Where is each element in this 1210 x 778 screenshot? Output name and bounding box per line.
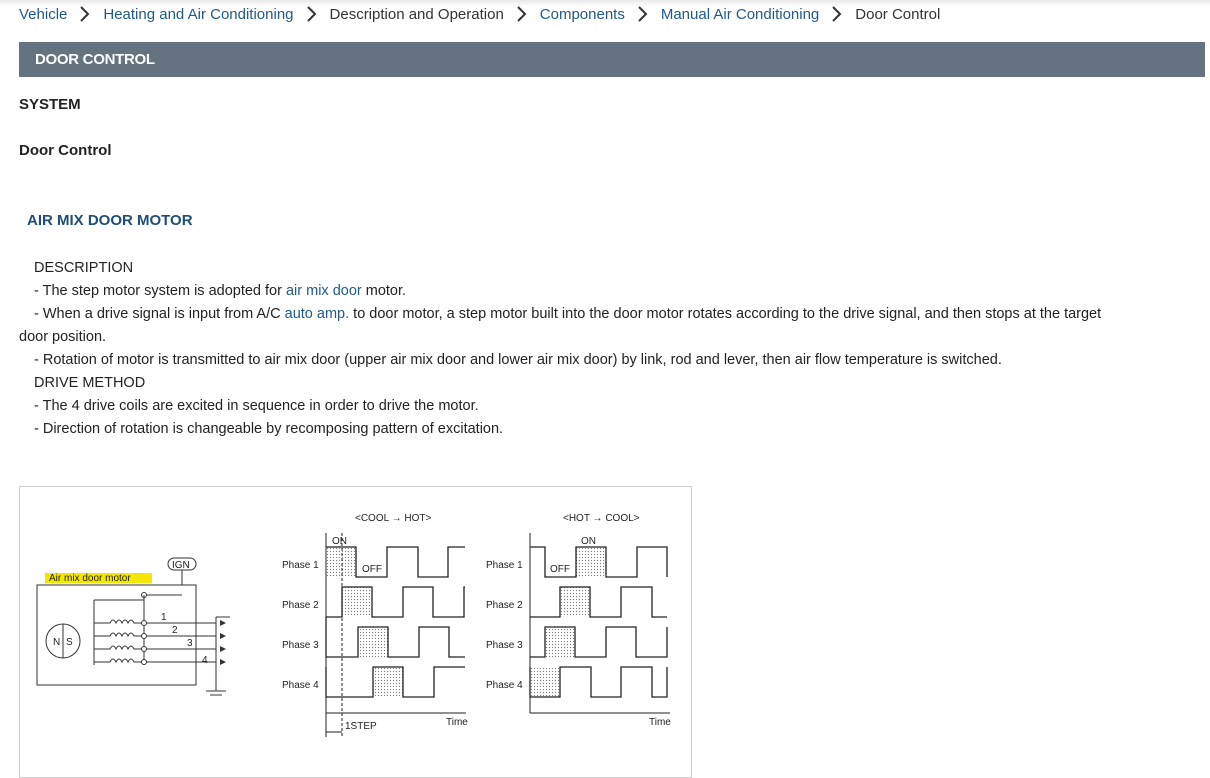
coil-number-4: 4 — [202, 655, 208, 666]
hot-to-cool-title: <HOT → COOL> — [563, 513, 640, 524]
drive-method-title: DRIVE METHOD — [34, 375, 146, 391]
right-off-label: OFF — [550, 564, 570, 575]
pole-s-label: S — [66, 637, 73, 648]
right-phase-4-label: Phase 4 — [486, 680, 523, 691]
text-span: to door motor, a step motor built into the door motor rotates according to the drive signal, and then stops at the target — [349, 306, 1102, 322]
chevron-right-icon — [633, 4, 653, 24]
chevron-right-icon — [302, 4, 322, 24]
step-motor-diagram — [19, 486, 692, 778]
coil-number-2: 2 — [172, 625, 178, 636]
breadcrumb-heating-air-conditioning[interactable]: Heating and Air Conditioning — [103, 5, 294, 23]
section-header-bar — [19, 42, 1205, 77]
text-span: - The step motor system is adopted for — [34, 283, 286, 299]
air-mix-door-link[interactable]: air mix door — [285, 283, 362, 299]
system-heading: SYSTEM — [19, 96, 81, 113]
drive-method-line-2: - Direction of rotation is changeable by recomposing pattern of excitation. — [34, 421, 504, 437]
pole-n-label: N — [53, 637, 61, 648]
left-phase-4-label: Phase 4 — [282, 680, 319, 691]
breadcrumb-door-control: Door Control — [855, 5, 941, 23]
left-off-label: OFF — [362, 564, 382, 575]
left-phase-2-label: Phase 2 — [282, 600, 319, 611]
right-phase-1-label: Phase 1 — [486, 560, 523, 571]
section-header-title: DOOR CONTROL — [35, 51, 155, 68]
coil-number-3: 3 — [187, 638, 193, 649]
breadcrumb-vehicle[interactable]: Vehicle — [19, 5, 68, 23]
auto-amp-link[interactable]: auto amp. — [284, 306, 350, 322]
chevron-right-icon — [827, 4, 847, 24]
right-phase-2-label: Phase 2 — [486, 600, 523, 611]
right-on-label: ON — [581, 536, 596, 547]
cool-to-hot-title: <COOL → HOT> — [355, 513, 432, 524]
right-phase-3-label: Phase 3 — [486, 640, 523, 651]
left-time-label: Time — [446, 717, 468, 728]
chevron-right-icon — [75, 4, 95, 24]
step-label: 1STEP — [345, 721, 377, 732]
coils — [94, 620, 144, 662]
description-line-2-continued: door position. — [19, 329, 107, 345]
coil-number-1: 1 — [161, 612, 167, 623]
air-mix-door-motor-heading: AIR MIX DOOR MOTOR — [27, 212, 193, 229]
description-line-1 — [19, 280, 1199, 303]
description-body — [19, 257, 1199, 441]
breadcrumb-manual-air-conditioning[interactable]: Manual Air Conditioning — [660, 5, 820, 23]
motor-label: Air mix door motor — [49, 573, 131, 584]
diagram-svg — [20, 487, 691, 777]
text-span: - When a drive signal is input from A/C — [34, 306, 285, 322]
drive-method-line-1: - The 4 drive coils are excited in sequence in order to drive the motor. — [34, 398, 479, 414]
left-phase-1-label: Phase 1 — [282, 560, 319, 571]
text-span: motor. — [361, 283, 407, 299]
left-on-label: ON — [332, 536, 347, 547]
chevron-right-icon — [512, 4, 532, 24]
left-phase-3-label: Phase 3 — [282, 640, 319, 651]
breadcrumb-components[interactable]: Components — [539, 5, 625, 23]
door-control-heading: Door Control — [19, 142, 112, 159]
breadcrumb — [19, 4, 940, 24]
breadcrumb-description-operation: Description and Operation — [329, 5, 504, 23]
right-time-label: Time — [649, 717, 671, 728]
description-title: DESCRIPTION — [34, 260, 134, 276]
description-line-3: - Rotation of motor is transmitted to air mix door (upper air mix door and lower air mix door) by link, rod and lever, then air flow temperature is switched. — [34, 352, 1002, 368]
description-line-2 — [19, 303, 1199, 326]
ign-label: IGN — [172, 560, 190, 571]
